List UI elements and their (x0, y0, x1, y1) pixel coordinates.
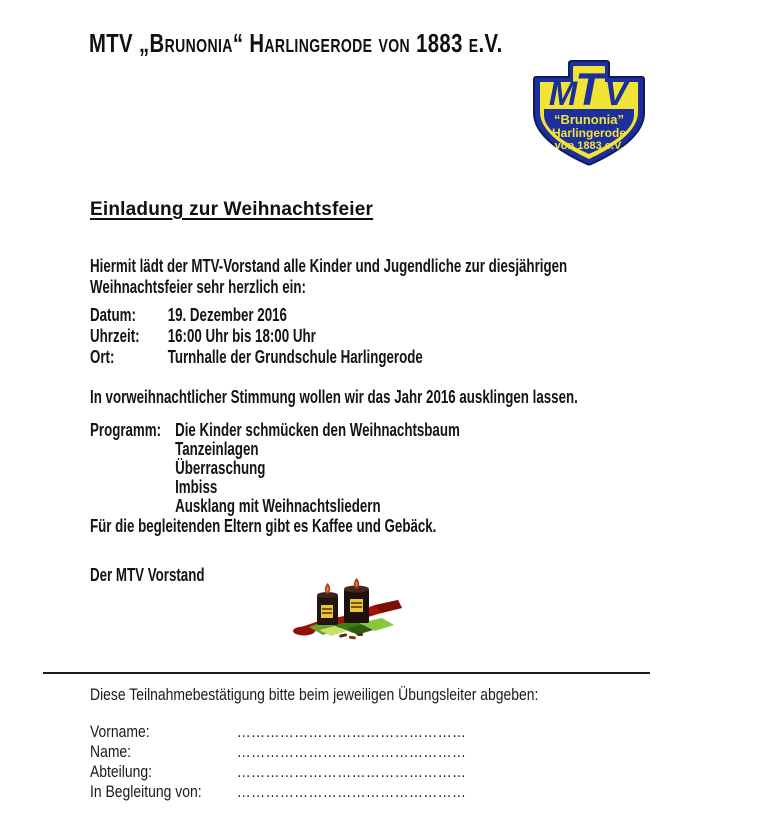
twig-3 (357, 633, 363, 636)
program-label: Programm: (90, 420, 162, 440)
candles-illustration (289, 578, 404, 641)
club-logo (530, 57, 648, 170)
detail-row-time (90, 326, 423, 347)
detail-label-time: Uhrzeit: (90, 326, 140, 346)
divider-line (43, 672, 650, 674)
detail-row-date (90, 305, 423, 326)
logo-line3: von 1883 e.V. (554, 140, 624, 152)
slip-dotted-line-abteilung: ………………………………………… (236, 762, 467, 781)
mood-line (90, 387, 749, 408)
parents-line-text: Für die begleitenden Eltern gibt es Kaffee und Gebäck. (90, 516, 437, 536)
detail-value-place: Turnhalle der Grundschule Harlingerode (167, 347, 423, 367)
logo-line2: Harlingerode (551, 126, 627, 140)
detail-value-date: 19. Dezember 2016 (167, 305, 287, 325)
signature-line (90, 565, 245, 586)
slip-row-name (90, 742, 466, 762)
intro-paragraph (90, 256, 735, 298)
program-item-2: Tanzeinlagen (175, 439, 259, 459)
program-item-1: Die Kinder schmücken den Weihnachtsbaum (175, 420, 460, 440)
mood-line-text: In vorweihnachtlicher Stimmung wollen wir das Jahr 2016 ausklingen lassen. (90, 387, 578, 407)
event-details (90, 305, 540, 368)
parents-line (90, 516, 558, 537)
detail-row-place (90, 347, 423, 368)
program-section (90, 420, 590, 516)
intro-lines (90, 256, 567, 298)
christmas-candles-icon (289, 578, 404, 641)
detail-value-time: 16:00 Uhr bis 18:00 Uhr (167, 326, 316, 346)
left-candle-panel (321, 605, 333, 618)
slip-label-abteilung: Abteilung: (90, 762, 153, 781)
slip-dotted-line-vorname: ………………………………………… (236, 722, 467, 741)
slip-dotted-line-name: ………………………………………… (236, 742, 467, 761)
club-name-text: MTV „Brunonia“ Harlingerode von 1883 e.V. (89, 28, 503, 58)
signature-text: Der MTV Vorstand (90, 565, 205, 585)
club-name-header (89, 28, 619, 59)
program-item-4: Imbiss (175, 477, 218, 497)
slip-dotted-line-begleitung: ………………………………………… (236, 782, 467, 801)
program-table (90, 421, 460, 516)
slip-instruction (90, 685, 637, 705)
slip-row-vorname (90, 722, 466, 742)
logo-letter-v: V (604, 75, 628, 113)
slip-fields-table (90, 722, 466, 802)
page-title: Einladung zur Weihnachtsfeier (90, 199, 374, 220)
program-items (175, 421, 460, 516)
slip-row-begleitung (90, 782, 466, 802)
intro-line-2: Weihnachtsfeier sehr herzlich ein: (90, 277, 306, 297)
slip-label-vorname: Vorname: (90, 722, 150, 741)
intro-line-1: Hiermit lädt der MTV-Vorstand alle Kinder und Jugendliche zur diesjährigen (90, 256, 568, 276)
logo-line1: “Brunonia” (553, 112, 625, 127)
slip-row-abteilung (90, 762, 466, 782)
program-item-3: Überraschung (175, 458, 266, 478)
logo-letter-m: M (548, 75, 578, 113)
detail-label-date: Datum: (90, 305, 136, 325)
slip-label-begleitung: In Begleitung von: (90, 782, 202, 801)
twig-2 (349, 636, 356, 640)
twig-1 (339, 633, 347, 638)
slip-instruction-text: Diese Teilnahmebestätigung bitte beim jeweiligen Übungsleiter abgeben: (90, 685, 539, 704)
logo-letter-t: T (575, 64, 603, 115)
detail-label-place: Ort: (90, 347, 115, 367)
right-candle-panel (350, 599, 363, 612)
slip-label-name: Name: (90, 742, 132, 761)
slip-fields (90, 722, 549, 802)
event-details-table (90, 305, 423, 368)
club-shield-icon (530, 57, 648, 170)
program-item-5: Ausklang mit Weihnachtsliedern (175, 496, 381, 516)
